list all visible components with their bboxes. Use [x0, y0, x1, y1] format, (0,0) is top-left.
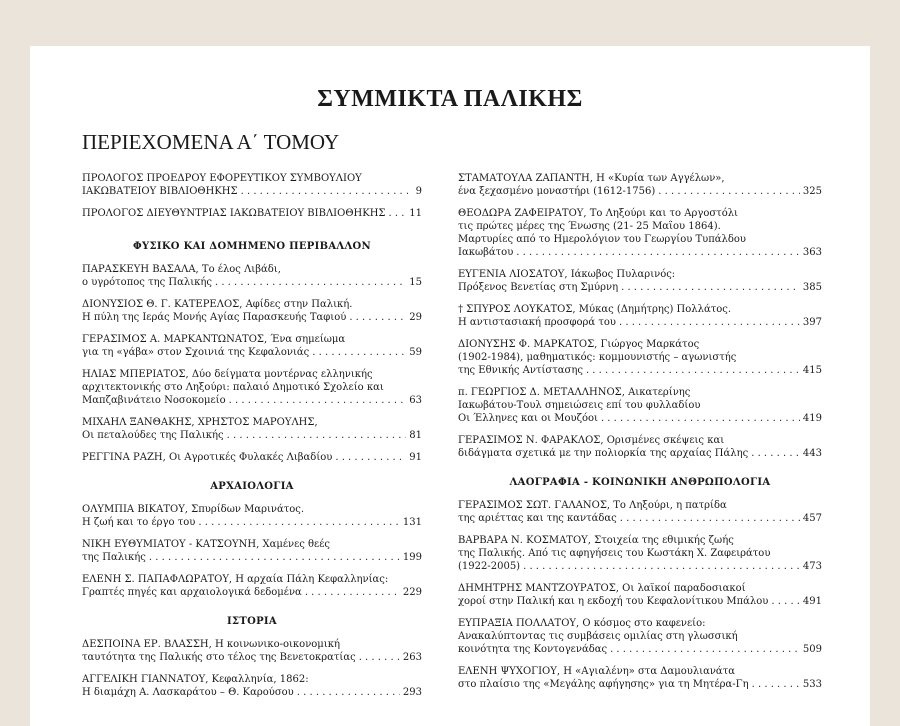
toc-entry-line: ΟΛΥΜΠΙΑ ΒΙΚΑΤΟΥ, Σπυρίδων Μαρινάτος. — [82, 504, 305, 515]
leader-dots — [610, 643, 800, 656]
document-title: ΣΥΜΜΙΚΤΑ ΠΑΛΙΚΗΣ — [317, 86, 583, 112]
toc-entry — [82, 503, 422, 529]
leader-dots — [523, 560, 800, 573]
toc-entry-line: (1902-1984), μαθηματικός: κομμουνιστής – αγωνιστής — [458, 352, 737, 363]
toc-entry-line: ΔΙΟΝΥΣΗΣ Φ. ΜΑΡΚΑΤΟΣ, Γιώργος Μαρκάτος — [458, 339, 700, 350]
page-number: 363 — [802, 247, 822, 258]
page-number: 509 — [802, 644, 822, 655]
leader-dots — [658, 185, 800, 198]
toc-entry — [458, 582, 822, 608]
toc-entry-text: Οι πεταλούδες της Παλικής — [82, 430, 224, 441]
page-number: 491 — [802, 596, 822, 607]
leader-dots — [771, 595, 800, 608]
leader-dots — [516, 246, 800, 259]
page-number: 533 — [802, 679, 822, 690]
leader-dots — [752, 678, 800, 691]
toc-entry-last-line — [458, 678, 822, 691]
toc-entry-last-line — [458, 412, 822, 425]
toc-entry-last-line — [82, 311, 422, 324]
toc-entry-text: Η διαμάχη Α. Λασκαράτου – Θ. Καρούσου — [82, 687, 294, 698]
toc-entry-text: στο πλαίσιο της «Μεγάλης αφήγησης» για τη Μητέρα-Γη — [458, 679, 749, 690]
leader-dots — [305, 586, 400, 599]
toc-entry — [458, 617, 822, 656]
toc-entry-line: Ανακαλύπτοντας τις συμβάσεις ομιλίας στη γλωσσική — [458, 631, 738, 642]
page-number: 131 — [402, 517, 422, 528]
toc-entry-line: ΘΕΟΔΩΡΑ ΖΑΦΕΙΡΑΤΟΥ, Το Ληξούρι και το Αργοστόλι — [458, 208, 738, 219]
leader-dots — [389, 207, 407, 220]
leader-dots — [297, 686, 400, 699]
leader-dots — [620, 512, 800, 525]
toc-entry-line: Ιακωβάτου-Τουλ σημειώσεις επί του φυλλαδίου — [458, 400, 701, 411]
toc-entry-last-line — [82, 586, 422, 599]
page-number: 457 — [802, 513, 822, 524]
toc-entry-text: ΠΡΟΛΟΓΟΣ ΔΙΕΥΘΥΝΤΡΙΑΣ ΙΑΚΩΒΑΤΕΙΟΥ ΒΙΒΛΙΟΘΗΚΗΣ — [82, 208, 386, 219]
toc-entry — [458, 172, 822, 198]
toc-entry-text: ταυτότητα της Παλικής στο τέλος της Βενετοκρατίας — [82, 652, 356, 663]
leader-dots — [751, 447, 800, 460]
toc-entry-text: Γραπτές πηγές και αρχαιολογικά δεδομένα — [82, 587, 302, 598]
leader-dots — [586, 364, 800, 377]
toc-entry-line: ΔΕΣΠΟΙΝΑ ΕΡ. ΒΛΑΣΣΗ, Η κοινωνικο-οικονομική — [82, 639, 340, 650]
toc-entry — [458, 665, 822, 691]
page-number: 473 — [802, 561, 822, 572]
page-number: 59 — [409, 347, 422, 358]
toc-entry-last-line — [82, 651, 422, 664]
entries-list — [82, 503, 422, 599]
page-number: 263 — [402, 652, 422, 663]
toc-entry-last-line — [458, 595, 822, 608]
toc-entry-line: ΓΕΡΑΣΙΜΟΣ Ν. ΦΑΡΑΚΛΟΣ, Ορισμένες σκέψεις και — [458, 435, 725, 446]
toc-entry-text: διδάγματα σχετικά με την πολιορκία της αρχαίας Πάλης — [458, 448, 749, 459]
toc-entry-line: ΓΕΡΑΣΙΜΟΣ ΣΩΤ. ΓΑΛΑΝΟΣ, Το Ληξούρι, η πατρίδα — [458, 500, 727, 511]
page-number: 9 — [415, 186, 422, 197]
leader-dots — [621, 281, 800, 294]
page-number: 443 — [802, 448, 822, 459]
toc-entry-text: Ιακωβάτου — [458, 247, 514, 258]
toc-entry — [82, 298, 422, 324]
toc-entry-last-line — [82, 686, 422, 699]
toc-entry — [458, 386, 822, 425]
toc-entry — [82, 172, 422, 198]
toc-entry-text: Η πύλη της Ιεράς Μονής Αγίας Παρασκευής Ταφιού — [82, 312, 347, 323]
toc-entry-text: ο υγρότοπος της Παλικής — [82, 277, 212, 288]
leader-dots — [349, 311, 406, 324]
toc-entry-line: ΕΥΠΡΑΞΙΑ ΠΟΛΛΑΤΟΥ, Ο κόσμος στο καφενείο: — [458, 618, 706, 629]
toc-entry-line: ΔΙΟΝΥΣΙΟΣ Θ. Γ. ΚΑΤΕΡΕΛΟΣ, Αφίδες στην Παλική. — [82, 299, 353, 310]
left-column — [82, 172, 422, 708]
page-number: 419 — [802, 413, 822, 424]
leader-dots — [241, 185, 413, 198]
toc-entry-line: τις πρώτες μέρες της Ένωσης (21- 25 Μαΐου 1864). — [458, 221, 721, 232]
toc-entry-line: † ΣΠΥΡΟΣ ΛΟΥΚΑΤΟΣ, Μύκας (Δημήτρης) Πολλάτος. — [458, 304, 732, 315]
leader-dots — [619, 316, 800, 329]
toc-entry-text: ένα ξεχασμένο μοναστήρι (1612-1756) — [458, 186, 656, 197]
toc-entry-last-line — [82, 429, 422, 442]
toc-entry-text: της Εθνικής Αντίστασης — [458, 365, 583, 376]
toc-entry-last-line — [458, 316, 822, 329]
entries-list — [82, 263, 422, 464]
toc-entry-text: ΡΕΓΓΙΝΑ ΡΑΖΗ, Οι Αγροτικές Φυλακές Λιβαδίου — [82, 452, 333, 463]
toc-entry-text: Πρόξενος Βενετίας στη Σμύρνη — [458, 282, 619, 293]
toc-entry-line: ΓΕΡΑΣΙΜΟΣ Α. ΜΑΡΚΑΝΤΩΝΑΤΟΣ, Ένα σημείωμα — [82, 334, 346, 345]
page-number: 91 — [409, 452, 422, 463]
toc-entry-last-line — [82, 185, 422, 198]
page-number: 293 — [402, 687, 422, 698]
toc-entry-line: της Παλικής. Από τις αφηγήσεις του Κωστάκη Χ. Ζαφειράτου — [458, 548, 771, 559]
toc-entry-last-line — [82, 207, 422, 220]
toc-entry-line: ΜΙΧΑΗΛ ΞΑΝΘΑΚΗΣ, ΧΡΗΣΤΟΣ ΜΑΡΟΥΛΗΣ, — [82, 417, 318, 428]
prologues-list — [82, 172, 422, 220]
toc-entry — [458, 268, 822, 294]
page-number: 29 — [409, 312, 422, 323]
leader-dots — [312, 346, 406, 359]
toc-entry — [82, 451, 422, 464]
toc-entry — [82, 573, 422, 599]
toc-entry-line: ΗΛΙΑΣ ΜΠΕΡΙΑΤΟΣ, Δύο δείγματα μοντέρνας ελληνικής — [82, 369, 373, 380]
toc-entry-text: Οι Έλληνες και οι Μουζόοι — [458, 413, 598, 424]
toc-entry-text: της αριέττας και της καντάδας — [458, 513, 617, 524]
leader-dots — [359, 651, 400, 664]
page-number: 199 — [402, 552, 422, 563]
toc-entry-last-line — [458, 560, 822, 573]
toc-entry-line: ΣΤΑΜΑΤΟΥΛΑ ΖΑΠΑΝΤΗ, Η «Κυρία των Αγγέλων», — [458, 173, 725, 184]
toc-entry-line: π. ΓΕΩΡΓΙΟΣ Δ. ΜΕΤΑΛΛΗΝΟΣ, Αικατερίνης — [458, 387, 691, 398]
leader-dots — [198, 516, 400, 529]
entries-list — [458, 172, 822, 460]
toc-entry-last-line — [82, 451, 422, 464]
toc-entry-line: ΕΥΓΕΝΙΑ ΛΙΟΣΑΤΟΥ, Ιάκωβος Πυλαρινός: — [458, 269, 676, 280]
page-number: 385 — [802, 282, 822, 293]
toc-entry — [458, 303, 822, 329]
toc-entry-last-line — [82, 276, 422, 289]
toc-entry-last-line — [82, 346, 422, 359]
toc-entry-line: ΕΛΕΝΗ ΨΥΧΟΓΙΟΥ, Η «Αγιαλένη» στα Δαμουλιανάτα — [458, 666, 735, 677]
leader-dots — [601, 412, 800, 425]
toc-entry-last-line — [458, 643, 822, 656]
page-number: 81 — [409, 430, 422, 441]
toc-entry-line: αρχιτεκτονικής στο Ληξούρι: παλαιό Δημοτικό Σχολείο και — [82, 382, 384, 393]
toc-entry-text: Η ζωή και το έργο του — [82, 517, 196, 528]
right-column — [458, 172, 822, 700]
toc-entry-line: ΕΛΕΝΗ Σ. ΠΑΠΑΦΛΩΡΑΤΟΥ, Η αρχαία Πάλη Κεφαλληνίας: — [82, 574, 389, 585]
toc-entry-text: ΙΑΚΩΒΑΤΕΙΟΥ ΒΙΒΛΙΟΘΗΚΗΣ — [82, 186, 238, 197]
section-heading: ΛΑΟΓΡΑΦΙΑ - ΚΟΙΝΩΝΙΚΗ ΑΝΘΡΩΠΟΛΟΓΙΑ — [509, 477, 771, 488]
toc-entry-last-line — [458, 246, 822, 259]
toc-entry — [82, 333, 422, 359]
leader-dots — [229, 394, 407, 407]
toc-entry-last-line — [458, 447, 822, 460]
leader-dots — [149, 551, 400, 564]
toc-entry — [82, 263, 422, 289]
document-page — [30, 46, 870, 726]
toc-entry-last-line — [458, 512, 822, 525]
page-number: 229 — [402, 587, 422, 598]
entries-list — [458, 499, 822, 691]
toc-entry — [82, 368, 422, 407]
toc-entry-line: ΠΑΡΑΣΚΕΥΗ ΒΑΣΑΛΑ, Το έλος Λιβάδι, — [82, 264, 281, 275]
toc-entry-text: χοροί στην Παλική και η εκδοχή του Κεφαλονίτικου Μπάλου — [458, 596, 769, 607]
leader-dots — [335, 451, 406, 464]
page-number: 415 — [802, 365, 822, 376]
toc-entry — [458, 434, 822, 460]
toc-entry-line: Μαρτυρίες από το Ημερολόγιον του Γεωργίου Τυπάλδου — [458, 234, 747, 245]
section-heading: ΑΡΧΑΙΟΛΟΓΙΑ — [210, 481, 294, 492]
page-number: 397 — [802, 317, 822, 328]
toc-entry-text: της Παλικής — [82, 552, 146, 563]
entries-list — [82, 638, 422, 699]
toc-entry-line: ΑΓΓΕΛΙΚΗ ΓΙΑΝΝΑΤΟΥ, Κεφαλληνία, 1862: — [82, 674, 309, 685]
leader-dots — [215, 276, 406, 289]
toc-entry — [82, 673, 422, 699]
toc-entry — [458, 534, 822, 573]
toc-entry — [82, 538, 422, 564]
toc-entry-last-line — [458, 364, 822, 377]
toc-entry — [458, 499, 822, 525]
toc-entry — [82, 207, 422, 220]
section-heading: ΙΣΤΟΡΙΑ — [227, 616, 277, 627]
toc-entry-line: ΔΗΜΗΤΡΗΣ ΜΑΝΤΖΟΥΡΑΤΟΣ, Οι λαϊκοί παραδοσιακοί — [458, 583, 746, 594]
toc-entry — [458, 207, 822, 259]
toc-entry-last-line — [458, 281, 822, 294]
contents-heading: ΠΕΡΙΕΧΟΜΕΝΑ Α΄ ΤΟΜΟΥ — [82, 130, 340, 154]
page-number: 11 — [409, 208, 422, 219]
toc-entry-last-line — [82, 516, 422, 529]
toc-entry-last-line — [458, 185, 822, 198]
leader-dots — [227, 429, 407, 442]
toc-entry-line: ΠΡΟΛΟΓΟΣ ΠΡΟΕΔΡΟΥ ΕΦΟΡΕΥΤΙΚΟΥ ΣΥΜΒΟΥΛΙΟΥ — [82, 173, 362, 184]
section-heading: ΦΥΣΙΚΟ ΚΑΙ ΔΟΜΗΜΕΝΟ ΠΕΡΙΒΑΛΛΟΝ — [133, 241, 371, 252]
toc-entry-text: Η αντιστασιακή προσφορά του — [458, 317, 616, 328]
toc-entry — [82, 416, 422, 442]
toc-entry-text: για τη «γάβα» στον Σχοινιά της Κεφαλονιάς — [82, 347, 310, 358]
toc-entry-line: ΝΙΚΗ ΕΥΘΥΜΙΑΤΟΥ - ΚΑΤΣΟΥΝΗ, Χαμένες θεές — [82, 539, 331, 550]
toc-entry-text: (1922-2005) — [458, 561, 521, 572]
toc-entry-line: ΒΑΡΒΑΡΑ Ν. ΚΟΣΜΑΤΟΥ, Στοιχεία της εθιμικής ζωής — [458, 535, 734, 546]
page-number: 15 — [409, 277, 422, 288]
toc-entry-text: κοινότητα της Κοντογενάδας — [458, 644, 608, 655]
toc-entry-last-line — [82, 551, 422, 564]
toc-entry-last-line — [82, 394, 422, 407]
toc-entry — [458, 338, 822, 377]
page-number: 325 — [802, 186, 822, 197]
toc-entry-text: Μαπζαβινάτειο Νοσοκομείο — [82, 395, 226, 406]
page-number: 63 — [409, 395, 422, 406]
toc-entry — [82, 638, 422, 664]
